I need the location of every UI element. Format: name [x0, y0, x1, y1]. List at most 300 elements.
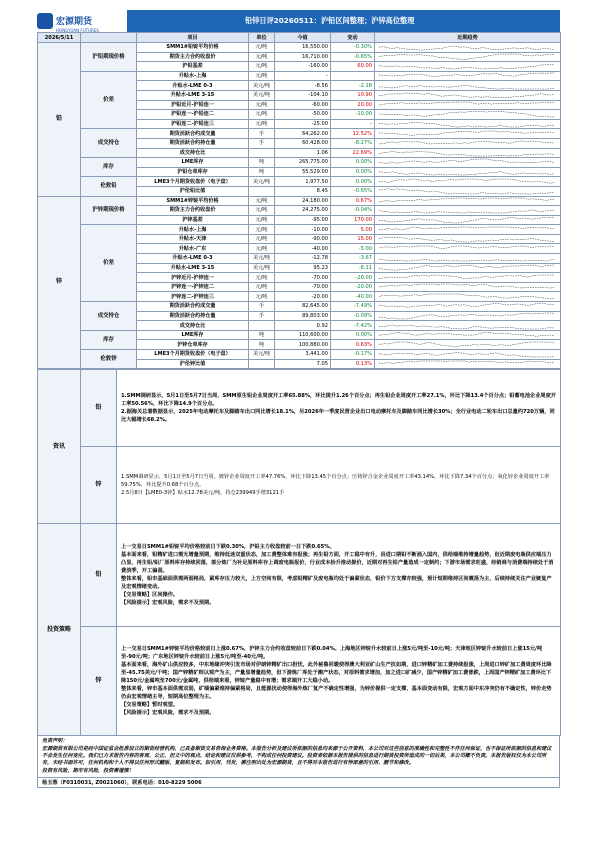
indicator-value: 16,710.00: [275, 52, 331, 62]
indicator-value: 265,775.00: [275, 158, 331, 168]
trend-line: [379, 275, 555, 279]
indicator-name: 沪锌连一-沪锌连二: [137, 282, 249, 292]
indicator-unit: 美元/吨: [249, 254, 275, 264]
indicator-change: 10.90: [331, 90, 375, 100]
strategy-zinc-paragraph: 整体来看，锌市基本面供需双弱，矿端偏紧维持偏紧格局，且能源扰动使得海外炼厂复产不确定性增强，为锌价提供一定支撑，基本面变动有限，宏观方面中东冲突仍有不确定性，锌价走势仍由宏观情绪主导，短期高位整理为主。: [121, 686, 552, 701]
trend-line: [379, 217, 555, 223]
indicator-value: 16,550.00: [275, 43, 331, 53]
indicator-unit: 元/吨: [249, 234, 275, 244]
indicator-value: -40.00: [275, 244, 331, 254]
header-blank: [81, 33, 137, 43]
indicator-name: 升贴水-LME 0-3: [137, 254, 249, 264]
indicator-change: -0.65%: [331, 52, 375, 62]
trend-sparkline: [375, 139, 559, 147]
table-row: [38, 129, 561, 139]
indicator-name: 期货活跃合约成交量: [137, 129, 249, 139]
indicator-name: 升贴水-LME 3-15: [137, 263, 249, 273]
trend-sparkline: [375, 322, 559, 330]
indicator-value: -60.00: [275, 100, 331, 110]
indicator-value: -10.00: [275, 225, 331, 235]
trend-sparkline: [375, 187, 559, 195]
trend-sparkline: [375, 293, 559, 301]
indicator-change: 5.00: [331, 225, 375, 235]
strategy-section-label: 投资策略: [38, 524, 81, 736]
trend-sparkline: [375, 274, 559, 282]
strategy-lead-label: 铅: [81, 524, 117, 627]
table-row: [38, 225, 561, 235]
trend-line: [379, 65, 555, 70]
indicator-change: 0.13%: [331, 359, 375, 369]
indicator-name: 成交持仓比: [137, 148, 249, 158]
indicator-change: 22.69%: [331, 148, 375, 158]
indicator-name: LME3个月期货收盘价（电子盘）: [137, 177, 249, 187]
trend-line: [379, 112, 555, 118]
header-trend: 近期趋势: [375, 33, 561, 43]
trend-sparkline-cell: [375, 206, 561, 216]
strategy-zinc-paragraph: 【交易策略】暂时观望。: [121, 702, 179, 709]
indicator-value: 82,645.00: [275, 302, 331, 312]
trend-sparkline-cell: [375, 167, 561, 177]
indicator-change: 15.00: [331, 234, 375, 244]
trend-line: [379, 54, 555, 60]
indicator-unit: 元/吨: [249, 282, 275, 292]
indicator-name: 沪铅仓单库存: [137, 167, 249, 177]
trend-sparkline-cell: [375, 282, 561, 292]
analyst-contact: 杨玉蓉（F0310031, Z0021060），联系电话：010-8229 5006: [37, 778, 560, 788]
trend-line: [379, 342, 555, 347]
info-zinc-paragraph: 2.5月8日【LME0-3锌】贴水12.78美元/吨，持仓239949手增3121手: [121, 490, 285, 497]
indicator-unit: 元/吨: [249, 225, 275, 235]
trend-sparkline-cell: [375, 196, 561, 206]
trend-line: [379, 246, 555, 249]
trend-sparkline-cell: [375, 311, 561, 321]
trend-sparkline: [375, 91, 559, 99]
trend-line: [379, 198, 555, 202]
strategy-lead-paragraph: 【风险提示】宏观风险，需求不及预期。: [121, 600, 215, 607]
report-header: [37, 10, 560, 32]
indicator-change: -8.27%: [331, 138, 375, 148]
indicator-unit: 吨: [249, 330, 275, 340]
trend-sparkline-cell: [375, 110, 561, 120]
category-label: 沪锌期现价格: [81, 196, 137, 225]
trend-line: [379, 210, 555, 213]
trend-line: [379, 284, 555, 288]
trend-sparkline-cell: [375, 81, 561, 91]
indicator-change: -0.65%: [331, 186, 375, 196]
strategy-lead-text: [117, 524, 561, 627]
indicator-unit: 手: [249, 129, 275, 139]
trend-sparkline: [375, 283, 559, 291]
indicator-unit: 吨: [249, 158, 275, 168]
strategy-lead-paragraph: 上一交易日SMM1#铅锭平均价格较前日下跌0.30%，沪铅主力收盘较前一日下跌0.65%。: [121, 544, 335, 551]
trend-line: [379, 93, 555, 98]
indicator-unit: 元/吨: [249, 110, 275, 120]
indicator-change: -0.09%: [331, 311, 375, 321]
trend-line: [379, 294, 555, 299]
trend-sparkline-cell: [375, 186, 561, 196]
indicator-unit: 元/吨: [249, 52, 275, 62]
indicator-name: 期货活跃合约持仓量: [137, 138, 249, 148]
indicator-value: 3,441.00: [275, 350, 331, 360]
header-unit: 单位: [249, 33, 275, 43]
trend-sparkline: [375, 62, 559, 70]
indicator-change: -5.00: [331, 244, 375, 254]
trend-sparkline: [375, 264, 559, 272]
trend-line: [379, 189, 555, 194]
risk-warning: 投资有风险，期市有风险，投资需谨慎！: [42, 767, 134, 774]
table-row: [38, 71, 561, 81]
indicator-unit: 元/吨: [249, 244, 275, 254]
category-label: 库存: [81, 158, 137, 177]
trend-line: [379, 303, 555, 307]
trend-line: [379, 159, 555, 163]
trend-line: [379, 361, 555, 363]
category-label: 成交持仓: [81, 129, 137, 158]
trend-sparkline-cell: [375, 254, 561, 264]
trend-sparkline-cell: [375, 62, 561, 72]
brand-subname: HONGYUAN FUTURES: [56, 28, 99, 33]
header-change: 变动: [331, 33, 375, 43]
trend-sparkline-cell: [375, 90, 561, 100]
indicator-value: -70.00: [275, 273, 331, 283]
disclaimer-text: 宏源期货有限公司是经中国证监会批准设立的期货经营机构，已具备期货交易咨询业务资格。本报告分析及建议所依据的信息均来源于公开资料，本公司对这些信息的准确性和完整性不作任何保证，也不保证所依据的信息和建议不会发生任何变化。我们已力求报告内容的客观、公正，但文中的观点、结论和建议仅供参考，不构成任何投资建议。投资者依据本报告提供的信息进行期货投资所造成的一切后果，本公司概不负责。本报告版权仅为本公司所有，未经书面许可，任何机构和个人不得以任何形式翻版、复制和发布。如引用、刊发，需注明出处为宏源期货，且不得对本报告进行有悖原意的引用、删节和修改。: [42, 745, 552, 767]
trend-sparkline-cell: [375, 100, 561, 110]
trend-line: [379, 313, 555, 319]
info-lead-paragraph: 1.SMM调研显示，5月1日至5月7日当周，SMM原生铅企业周度开工率65.88%，环比提升1.26个百分点；再生铅企业周度开工率27.1%，环比下降13.4个百分点；铅蓄电池企业周度开工率50.56%，环比下降14.9个百分点。: [121, 393, 556, 408]
indicator-unit: 美元/吨: [249, 177, 275, 187]
trend-line: [379, 141, 555, 144]
indicator-unit: 元/吨: [249, 215, 275, 225]
table-row: [38, 43, 561, 53]
strategy-zinc-paragraph: 【风险提示】宏观风险，需求不及预期。: [121, 710, 215, 717]
info-lead-label: 铅: [81, 370, 117, 447]
indicator-name: 期货主力合约收盘价: [137, 52, 249, 62]
indicator-unit: [249, 148, 275, 158]
section-label: 铅: [38, 43, 81, 197]
indicator-change: 170.00: [331, 215, 375, 225]
indicator-change: -3.67: [331, 254, 375, 264]
indicator-unit: [249, 186, 275, 196]
indicator-value: 7.05: [275, 359, 331, 369]
indicator-value: 24,180.00: [275, 196, 331, 206]
indicator-unit: 元/吨: [249, 119, 275, 129]
trend-sparkline-cell: [375, 234, 561, 244]
trend-line: [379, 122, 555, 127]
brand-name: 宏源期货: [56, 17, 93, 27]
trend-sparkline: [375, 254, 559, 262]
trend-line: [379, 172, 555, 175]
indicator-value: 100,880.00: [275, 340, 331, 350]
trend-sparkline: [375, 149, 559, 157]
indicator-value: -104.10: [275, 90, 331, 100]
section-label: 锌: [38, 196, 81, 369]
indicator-change: -40.00: [331, 292, 375, 302]
indicator-unit: 美元/吨: [249, 81, 275, 91]
indicator-change: 20.00: [331, 100, 375, 110]
trend-line: [379, 73, 555, 76]
indicator-name: LME3个月期货收盘价（电子盘）: [137, 350, 249, 360]
indicator-change: -2.18: [331, 81, 375, 91]
indicator-change: -20.00: [331, 273, 375, 283]
strategy-zinc-paragraph: 基本面来看，海外矿山供应较多，中东地缘冲突引发市场对伊朗锌精矿出口担忧，此外秘鲁回暖使得澳大利亚矿山生产抗如期，进口锌精矿加工费持续报涨，上周进口锌矿加工费周度环比降至-45.75美元/干吨；国产锌精矿则以观产为主，产量显增量趋势，但下游炼厂库处于搬产状态，对原料需求增加，加之进口矿减少，国产锌精矿加工费普跌，上周国产锌精矿加工费环比下降150元/金属吨至700元/金属吨，供给端来看，锌锭产量稳中有增；需求端开工大稳小动。: [121, 662, 552, 685]
trend-sparkline: [375, 235, 559, 243]
indicator-name: 沪锌仓单库存: [137, 340, 249, 350]
table-row: [38, 330, 561, 340]
indicator-change: [331, 71, 375, 81]
trend-sparkline-cell: [375, 244, 561, 254]
trend-sparkline-cell: [375, 225, 561, 235]
trend-sparkline: [375, 72, 559, 80]
indicator-name: 沪铅基差: [137, 62, 249, 72]
indicator-change: 0.63%: [331, 340, 375, 350]
strategy-lead-paragraph: 【交易策略】区间操作。: [121, 592, 179, 599]
trend-line: [379, 85, 555, 89]
indicator-name: LME库存: [137, 158, 249, 168]
indicator-unit: 元/吨: [249, 196, 275, 206]
header-item: 项目: [137, 33, 249, 43]
strategy-lead-paragraph: 基本面来看，铅精矿进口需无增量预期，维持低迷双重状态，加工费整体难有报涨；再生铅方面，开工稳中有升，县进口期铅不断涌入国内，供给端维持增量趋势，但近期废电瓶供应端压力凸显，再生铅/铅厂原料库存持续回落，部分炼厂为补足原料库存上调废电瓶报价，行业成本抬升推动提价，近期对再生铅产量造成一定制约；下游市场需求旺盛，经销商与消费端持续处于消费淡季，开工偏弱。: [121, 552, 554, 575]
indicator-unit: 元/吨: [249, 292, 275, 302]
trend-sparkline-cell: [375, 340, 561, 350]
trend-sparkline: [375, 302, 559, 310]
indicator-change: 0.00%: [331, 158, 375, 168]
market-data-table: [37, 32, 561, 369]
category-label: 价差: [81, 225, 137, 302]
trend-line: [379, 325, 555, 329]
indicator-change: -7.49%: [331, 302, 375, 312]
indicator-value: -25.00: [275, 119, 331, 129]
indicator-unit: 美元/吨: [249, 263, 275, 273]
trend-sparkline: [375, 168, 559, 176]
trend-sparkline: [375, 43, 559, 51]
indicator-name: 期货活跃合约持仓量: [137, 311, 249, 321]
header-today: 今值: [275, 33, 331, 43]
indicator-value: -20.00: [275, 292, 331, 302]
strategy-zinc-text: [117, 627, 561, 736]
indicator-unit: 美元/吨: [249, 90, 275, 100]
trend-line: [379, 179, 555, 183]
trend-sparkline-cell: [375, 292, 561, 302]
trend-sparkline: [375, 226, 559, 234]
indicator-unit: [249, 359, 275, 369]
trend-sparkline-cell: [375, 43, 561, 53]
news-strategy-table: [37, 369, 561, 736]
table-header-row: [38, 33, 561, 43]
indicator-unit: 手: [249, 138, 275, 148]
indicator-name: 沪锌近月-沪锌连一: [137, 273, 249, 283]
info-lead-paragraph: 2.据海关总署数据显示，2025年电动摩托车及脚踏车出口同比增长18.1%，另2026年一季度民营企业出口电动摩托车及脚踏车同比增长30%；全行业电动二轮车出口总量约720万辆，同比大幅增长68.2%。: [121, 409, 555, 424]
trend-sparkline-cell: [375, 71, 561, 81]
indicator-value: -95.00: [275, 215, 331, 225]
trend-sparkline: [375, 350, 559, 358]
trend-sparkline-cell: [375, 330, 561, 340]
indicator-value: -8.56: [275, 81, 331, 91]
indicator-unit: 手: [249, 302, 275, 312]
indicator-change: 60.00: [331, 62, 375, 72]
category-label: 成交持仓: [81, 302, 137, 331]
indicator-unit: 元/吨: [249, 43, 275, 53]
indicator-name: 期货主力合约收盘价: [137, 206, 249, 216]
trend-sparkline-cell: [375, 263, 561, 273]
indicator-name: 升贴水-天津: [137, 234, 249, 244]
trend-sparkline-cell: [375, 350, 561, 360]
strategy-zinc-row: [38, 627, 561, 736]
trend-sparkline: [375, 331, 559, 339]
indicator-value: 1.06: [275, 148, 331, 158]
category-label: 伦敦铅: [81, 177, 137, 196]
indicator-value: -: [275, 71, 331, 81]
indicator-name: 升贴水-LME 0-3: [137, 81, 249, 91]
strategy-lead-paragraph: 整体来看，铅市基础面供需两弱格局，紧库存压力较大，上方空间有限，考虑铅精矿及废电瓶均处于偏紧状态，铅价下方支撑亦较强，预计短期维持区间震荡为主，后续持续关注产业链复产及宏观情绪变动。: [121, 576, 552, 591]
trend-sparkline-cell: [375, 321, 561, 331]
indicator-value: 24,275.00: [275, 206, 331, 216]
indicator-value: -12.78: [275, 254, 331, 264]
indicator-unit: [249, 321, 275, 331]
indicator-change: 12.52%: [331, 129, 375, 139]
trend-sparkline: [375, 197, 559, 205]
info-lead-text: [117, 370, 561, 447]
trend-line: [379, 353, 555, 357]
trend-line: [379, 131, 555, 135]
info-zinc-label: 锌: [81, 447, 117, 524]
table-row: [38, 302, 561, 312]
trend-line: [379, 46, 555, 50]
indicator-unit: 元/吨: [249, 100, 275, 110]
trend-line: [379, 265, 555, 270]
trend-sparkline: [375, 245, 559, 253]
report-date: 2026/5/11: [38, 33, 81, 43]
table-row: [38, 196, 561, 206]
trend-sparkline: [375, 101, 559, 109]
trend-sparkline: [375, 206, 559, 214]
table-row: [38, 158, 561, 168]
indicator-name: 沪铅连二-沪铅连三: [137, 119, 249, 129]
category-label: 沪铅期现价格: [81, 43, 137, 72]
indicator-name: 升贴水-LME 3-15: [137, 90, 249, 100]
indicator-change: -0.17%: [331, 350, 375, 360]
category-label: 价差: [81, 71, 137, 129]
disclaimer-title: 免责声明：: [42, 738, 68, 745]
trend-line: [379, 332, 555, 336]
indicator-name: SMM1#铅锭平均价格: [137, 43, 249, 53]
strategy-zinc-paragraph: 上一交易日SMM1#锌锭平均价格较前日上涨0.67%，沪锌主力合约收盘较前日下跌0.04%。上海地区锌锭升水较前日上涨5元/吨至-10元/吨；天津地区锌锭升水较前日上涨15元/吨至-90元/吨；广东地区锌锭升水较前日上涨5元/吨至-40元/吨。: [121, 646, 543, 661]
trend-sparkline-cell: [375, 148, 561, 158]
news-zinc-row: [38, 447, 561, 524]
trend-sparkline-cell: [375, 158, 561, 168]
brand-mark-icon: [37, 13, 53, 29]
brand-logo: [37, 11, 127, 31]
indicator-name: 升贴水-广东: [137, 244, 249, 254]
indicator-change: -20.00: [331, 282, 375, 292]
disclaimer: [37, 736, 560, 778]
trend-sparkline-cell: [375, 302, 561, 312]
trend-line: [379, 227, 555, 230]
table-row: [38, 350, 561, 360]
trend-line: [379, 151, 555, 156]
indicator-change: -: [331, 119, 375, 129]
indicator-value: 8.45: [275, 186, 331, 196]
indicator-value: 60,428.00: [275, 138, 331, 148]
indicator-value: 110,600.00: [275, 330, 331, 340]
indicator-name: 期货活跃合约成交量: [137, 302, 249, 312]
trend-sparkline-cell: [375, 119, 561, 129]
trend-sparkline-cell: [375, 129, 561, 139]
indicator-name: 沪铅近月-沪铅连一: [137, 100, 249, 110]
trend-sparkline: [375, 360, 559, 368]
trend-sparkline-cell: [375, 273, 561, 283]
indicator-unit: 元/吨: [249, 206, 275, 216]
indicator-change: 0.00%: [331, 177, 375, 187]
report-title: 铅锌日评20260511：沪铅区间整理；沪锌高位整理: [127, 10, 560, 32]
trend-line: [379, 237, 555, 242]
indicator-unit: 吨: [249, 340, 275, 350]
trend-sparkline-cell: [375, 215, 561, 225]
category-label: 伦敦锌: [81, 350, 137, 369]
trend-sparkline: [375, 53, 559, 61]
indicator-unit: 吨: [249, 167, 275, 177]
trend-sparkline: [375, 216, 559, 224]
indicator-change: -8.11: [331, 263, 375, 273]
indicator-change: -0.04%: [331, 206, 375, 216]
info-zinc-paragraph: 1.SMM调研显示，5月1日至5月7日当周，镀锌企业周度开工率47.76%，环比下降13.45个百分点；压铸锌合金企业周度开工率43.14%，环比下降7.34个百分点；氧化锌企业周度开工率59.75%，环比提升0.68个百分点。: [121, 474, 550, 489]
trend-sparkline-cell: [375, 359, 561, 369]
trend-line: [379, 102, 555, 105]
indicator-unit: 手: [249, 311, 275, 321]
strategy-zinc-label: 锌: [81, 627, 117, 736]
indicator-value: -70.00: [275, 282, 331, 292]
info-zinc-text: [117, 447, 561, 524]
indicator-name: 沪伦锌比值: [137, 359, 249, 369]
indicator-name: 沪锌基差: [137, 215, 249, 225]
trend-sparkline: [375, 341, 559, 349]
trend-sparkline: [375, 120, 559, 128]
indicator-value: 95.23: [275, 263, 331, 273]
indicator-change: -7.42%: [331, 321, 375, 331]
table-row: [38, 177, 561, 187]
indicator-name: 沪伦铅比值: [137, 186, 249, 196]
indicator-name: 升贴水-上海: [137, 71, 249, 81]
indicator-name: 升贴水-上海: [137, 225, 249, 235]
indicator-name: 沪铅连一-沪铅连二: [137, 110, 249, 120]
trend-sparkline-cell: [375, 177, 561, 187]
indicator-unit: 元/吨: [249, 62, 275, 72]
trend-sparkline: [375, 312, 559, 320]
info-section-label: 资讯: [38, 370, 81, 524]
strategy-lead-row: [38, 524, 561, 627]
indicator-change: 0.00%: [331, 330, 375, 340]
indicator-change: -0.30%: [331, 43, 375, 53]
indicator-value: 55,529.00: [275, 167, 331, 177]
indicator-unit: 美元/吨: [249, 350, 275, 360]
indicator-name: LME库存: [137, 330, 249, 340]
indicator-value: 0.92: [275, 321, 331, 331]
indicator-value: 1,977.50: [275, 177, 331, 187]
trend-sparkline: [375, 82, 559, 90]
news-lead-row: [38, 370, 561, 447]
trend-sparkline: [375, 110, 559, 118]
indicator-value: 64,262.00: [275, 129, 331, 139]
report-page: [37, 10, 560, 788]
indicator-change: 0.00%: [331, 167, 375, 177]
indicator-value: -160.00: [275, 62, 331, 72]
indicator-unit: 元/吨: [249, 71, 275, 81]
indicator-unit: 元/吨: [249, 273, 275, 283]
indicator-change: 0.67%: [331, 196, 375, 206]
trend-sparkline-cell: [375, 52, 561, 62]
category-label: 库存: [81, 330, 137, 349]
indicator-change: -10.00: [331, 110, 375, 120]
trend-sparkline: [375, 130, 559, 138]
